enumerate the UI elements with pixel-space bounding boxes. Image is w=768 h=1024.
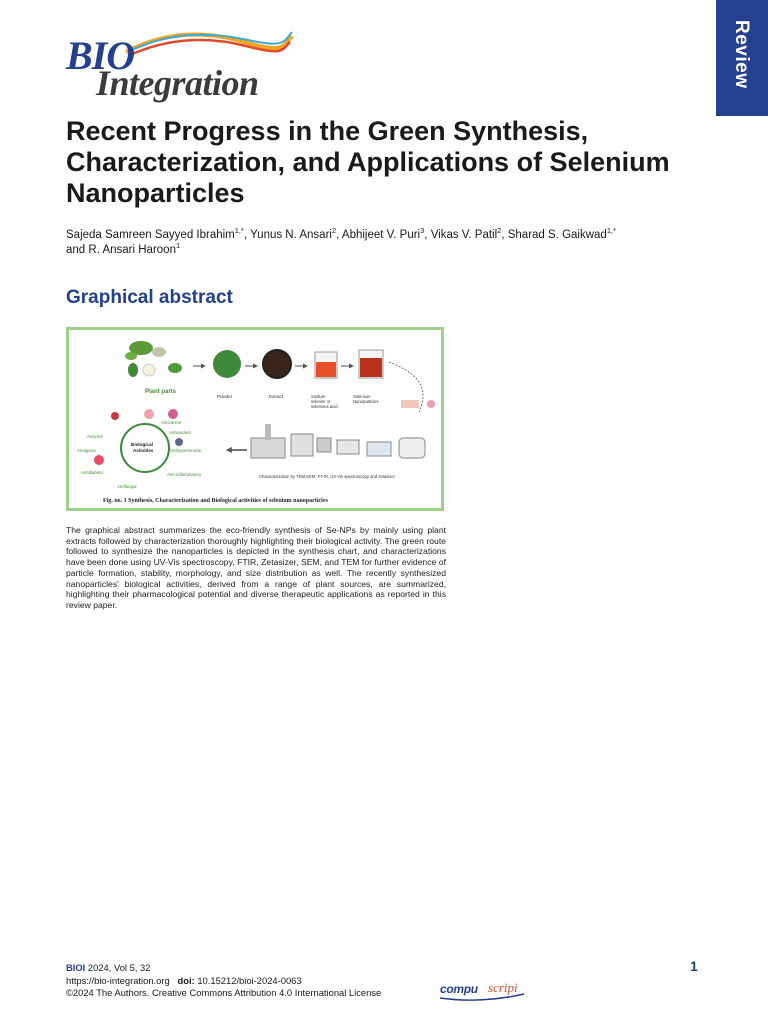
citation: 2024, Vol 5, 32: [87, 962, 151, 973]
label-extract: Extract: [269, 394, 284, 399]
url-doi-line: [66, 975, 381, 988]
bp-monitor-icon: [175, 438, 183, 446]
figure-drawing: [69, 330, 441, 508]
author-name: Vikas V. Patil: [430, 229, 498, 241]
label-center-1: Biological: [131, 442, 153, 447]
publisher-logo: [438, 976, 528, 1002]
label-antifungal: Antifungal: [117, 484, 137, 489]
article-title: Recent Progress in the Green Synthesis, Characterization, and Applications of Selenium Nanoparticles: [66, 116, 670, 208]
page-footer: [66, 962, 381, 1000]
author-affiliation: 1: [175, 241, 181, 251]
author-name: Yunus N. Ansari: [250, 229, 332, 241]
label-anticancer: Anticancer: [161, 420, 182, 425]
journal-url-link[interactable]: https://bio-integration.org: [66, 974, 170, 986]
powder-icon: [213, 350, 241, 378]
label-selenium-1: Selenium: [353, 394, 371, 399]
author-affiliation: 1,*: [606, 226, 617, 236]
graphical-abstract-heading: Graphical abstract: [66, 287, 233, 308]
author-affiliation: 3: [420, 226, 425, 236]
logo-integration-text: Integration: [96, 63, 259, 103]
label-characterization: Characterization by TEM,SEM, FT-IR, UV-Vis spectroscopy and zetasizer: [259, 474, 395, 479]
author-name: Sajeda Samreen Sayyed Ibrahim: [66, 229, 235, 241]
label-analgesic: Analgesic: [77, 448, 97, 453]
publisher-text-b: scripi: [488, 980, 518, 995]
beaker-selenium-icon: [359, 350, 383, 378]
section-tab-label: Review: [731, 20, 752, 89]
diabetes-icon: [94, 455, 104, 465]
author-affiliation: 2: [331, 226, 337, 236]
author-affiliation: 2: [497, 226, 502, 236]
label-selenium-2: Nanoparticles: [353, 399, 379, 404]
beaker-sodium-icon: [315, 352, 337, 378]
author-list: Sajeda Samreen Sayyed Ibrahim$^{1,*}$, Yunus N. Ansari$^2$, Abhijeet V. Puri$^3$, Vikas V. Patil$^2$, Sharad S. Gaikwad$^{1,*}$ and R. Ansari Haroon$^1$: [66, 226, 617, 256]
label-sodium-1: Sodium: [311, 394, 326, 399]
logo-bio-text: BIO: [66, 33, 135, 78]
label-sodium-2: selenite or: [311, 399, 331, 404]
label-plant-parts: Plant parts: [145, 389, 177, 395]
author-affiliation: 1,*: [234, 226, 244, 236]
virus-icon: [111, 412, 119, 420]
label-anti-inflammatory: Anti-inflammatory: [167, 472, 202, 477]
label-antihypertensive: Antihypertensive: [169, 448, 202, 453]
swoosh-icon: [124, 28, 294, 58]
extract-icon: [263, 350, 291, 378]
molecule-icon: [168, 409, 178, 419]
label-sodium-3: selenious acid: [311, 404, 338, 409]
label-antiviral: Antiviral: [87, 434, 103, 439]
author-name: Sharad S. Gaikwad: [507, 229, 607, 241]
author-name: Abhijeet V. Puri: [341, 229, 421, 241]
instruments-icon: [251, 424, 425, 458]
label-antioxidant: Antioxidant: [169, 430, 191, 435]
label-powder: Powder: [217, 394, 233, 399]
author-name: R. Ansari Haroon: [88, 244, 176, 256]
doi-label: doi:: [177, 974, 195, 986]
section-tab: [716, 0, 768, 116]
plant-parts-icon: [125, 341, 182, 377]
citation-line: [66, 962, 381, 975]
vials-icon: [401, 400, 435, 408]
page-number: 1: [690, 958, 698, 974]
journal-logo: [64, 28, 294, 106]
graphical-abstract-summary: The graphical abstract summarizes the eco-friendly synthesis of Se-NPs by mainly using plant extracts followed by characterization thoroughly highlighting their biological activity. The green route followed to synthesize the nanoparticles is depicted in the synthesis chart, and characterizations have been done using UV-Vis spectroscopy, FTIR, Zetasizer, SEM, and TEM for further evidence of particle formation, stability, morphology, and size distribution as well. The recently synthesized nanoparticles' biological activities, derived from a range of plant sources, are summarized, highlighting their pharmacological potential and diverse therapeutic applications as reported in this review paper.: [66, 525, 446, 610]
cancer-cell-icon: [144, 409, 154, 419]
figure-caption: Fig. no. 1 Synthesis, Characterization and Biological activities of selenium nanoparticles: [103, 498, 328, 504]
graphical-abstract-figure: [66, 327, 444, 511]
journal-abbr: BIOI: [66, 962, 86, 973]
license-text: ©2024 The Authors. Creative Commons Attribution 4.0 International License: [66, 987, 382, 999]
publisher-text-a: compu: [440, 982, 478, 996]
label-center-2: Activities: [133, 448, 154, 453]
label-antidiabetic: Antidiabetic: [81, 470, 104, 475]
doi-link[interactable]: 10.15212/bioi-2024-0063: [197, 974, 302, 986]
